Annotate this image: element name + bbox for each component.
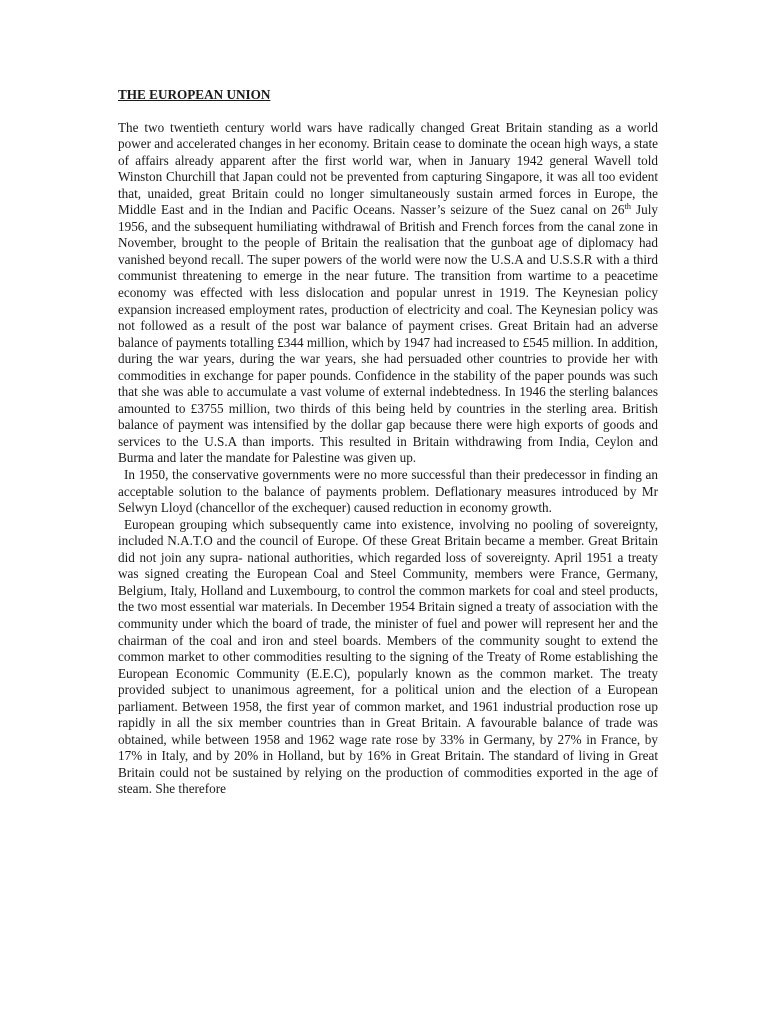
paragraph-2: In 1950, the conservative governments were no more successful than their predecessor in finding an acceptable solution to the balance of payments problem. Deflationary measures introduced by Mr Selwyn Lloyd (chancellor of the exchequer) caused reduction in economy growth. bbox=[118, 467, 658, 516]
paragraph-1-text-b: July 1956, and the subsequent humiliating withdrawal of British and French forces from the canal zone in November, brought to the people of Britain the realisation that the gunboat age of diplomacy had vanished beyond recall. The super powers of the world were now the U.S.A and U.S.S.R with a third communist threatening to emerge in the near future. The transition from wartime to a peacetime economy was effected with less dislocation and popular unrest in 1919. The Keynesian policy expansion increased employment rates, production of electricity and coal. The Keynesian policy was not followed as a result of the post war balance of payment crises. Great Britain had an adverse balance of payments totalling £344 million, which by 1947 had increased to £545 million. In addition, during the war years, during the war years, she had persuaded other countries to provide her with commodities in exchange for paper pounds. Confidence in the stability of the paper pounds was such that she was able to accumulate a vast volume of external indebtedness. In 1946 the sterling balances amounted to £3755 million, two thirds of this being held by countries in the sterling area. British balance of payment was intensified by the dollar gap because there were high exports of goods and services to the U.S.A than imports. This resulted in Britain withdrawing from India, Ceylon and Burma and later the mandate for Palestine was given up. bbox=[118, 202, 659, 466]
ordinal-superscript: th bbox=[624, 201, 632, 212]
document-page bbox=[118, 87, 658, 798]
paragraph-1 bbox=[118, 120, 658, 467]
paragraph-1-text-a: The two twentieth century world wars have radically changed Great Britain standing as a world power and accelerated changes in her economy. Britain cease to dominate the ocean high ways, a state of affairs already apparent after the first world war, when in January 1942 general Wavell told Winston Churchill that Japan could not be prevented from capturing Singapore, it was all too evident that, unaided, great Britain could no longer simultaneously sustain armed forces in Europe, the Middle East and in the Indian and Pacific Oceans. Nasser’s seizure of the Suez canal on 26 bbox=[118, 119, 658, 218]
paragraph-3: European grouping which subsequently came into existence, involving no pooling of sovereignty, included N.A.T.O and the council of Europe. Of these Great Britain became a member. Great Britain did not join any supra- national authorities, which regarded loss of sovereignty. April 1951 a treaty was signed creating the European Coal and Steel Community, members were France, Germany, Belgium, Italy, Holland and Luxembourg, to control the common markets for coal and steel products, the two most essential war materials. In December 1954 Britain signed a treaty of association with the community under which the board of trade, the minister of fuel and power will represent her and the chairman of the coal and iron and steel boards. Members of the community sought to extend the common market to other commodities resulting to the signing of the Treaty of Rome establishing the European Economic Community (E.E.C), popularly known as the common market. The treaty provided subject to unanimous agreement, for a political union and the election of a European parliament. Between 1958, the first year of common market, and 1961 industrial production rose up rapidly in all the six member countries than in Great Britain. A favourable balance of trade was obtained, while between 1958 and 1962 wage rate rose by 33% in Germany, by 27% in France, by 17% in Italy, and by 20% in Holland, but by 16% in Great Britain. The standard of living in Great Britain could not be sustained by relying on the production of commodities exported in the age of steam. She therefore bbox=[118, 516, 658, 797]
document-title: THE EUROPEAN UNION bbox=[118, 87, 271, 102]
